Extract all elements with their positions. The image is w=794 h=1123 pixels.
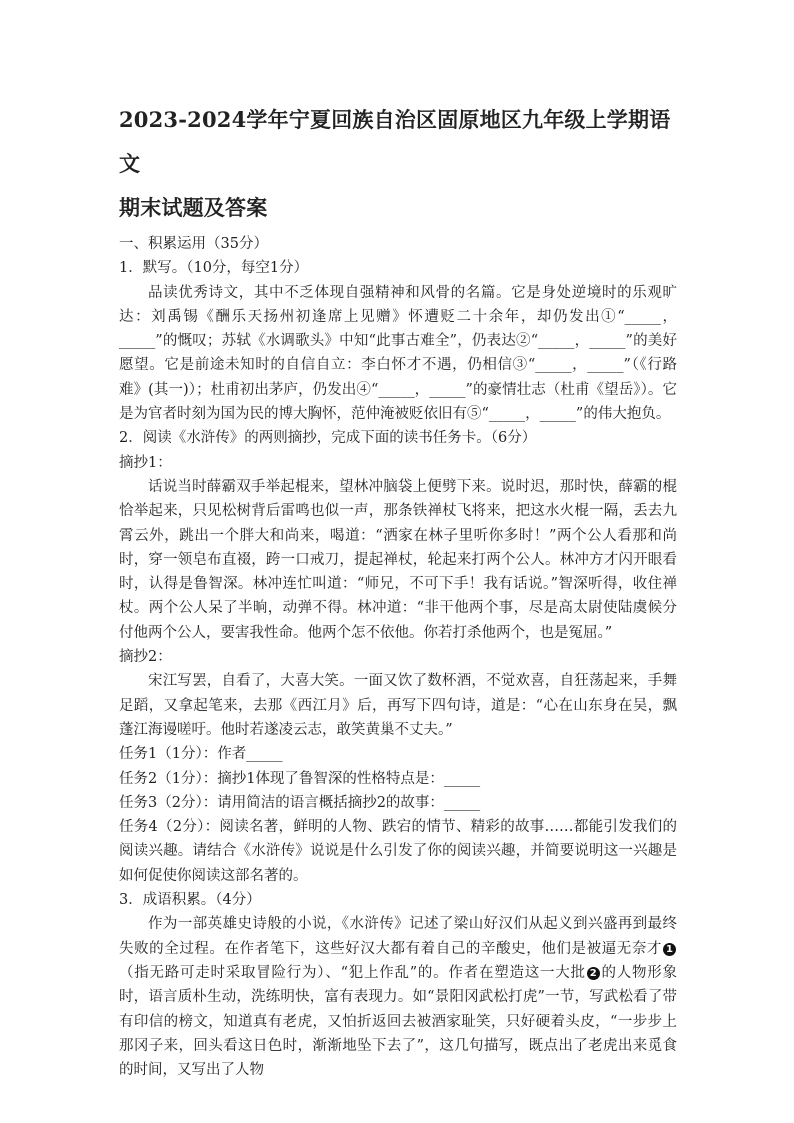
q3-text-part-c: 的人物形象时，语言质朴生动，洗练明快，富有表现力。如“景阳冈武松打虎”一节，写武松看了带有印信的榜文，知道真有老虎，又怕折返回去被酒家耻笑，只好硬着头皮，“一步步上那冈子来，回头看这日色时，渐渐地坠下去了”，这几句描写，既点出了老虎出来觅食的时间，又写出了人物	[119, 964, 678, 1079]
excerpt-1-label: 摘抄1：	[119, 454, 172, 471]
question-3-body	[119, 912, 677, 1082]
doc-title-line-1: 2023-2024学年宁夏回族自治区固原地区九年级上学期语文	[119, 107, 671, 176]
task-2: 任务2（1分）：摘抄1体现了鲁智深的性格特点是：_____	[119, 770, 481, 787]
section-heading: 一、积累运用（35分）	[119, 236, 268, 252]
task-1: 任务1（1分）：作者_____	[119, 746, 283, 763]
task-3: 任务3（2分）：请用简洁的语言概括摘抄2的故事：_____	[119, 794, 481, 811]
question-3-heading: 3．成语积累。（4分）	[119, 892, 261, 909]
excerpt-2-label: 摘抄2：	[119, 649, 172, 666]
question-1-heading: 1．默写。（10分，每空1分）	[119, 260, 309, 277]
q3-text-part-a: 作为一部英雄史诗般的小说，《水浒传》记述了梁山好汉们从起义到兴盛再到最终失败的全过程。在作者笔下，这些好汉大都有着自己的辛酸史，他们是被逼无奈才	[119, 916, 677, 957]
task-4: 任务4（2分）：阅读名著，鲜明的人物、跌宕的情节、精彩的故事……都能引发我们的阅读兴趣。请结合《水浒传》说说是什么引发了你的阅读兴趣，并简要说明这一兴趣是如何促使你阅读这部名著的。	[119, 819, 677, 884]
doc-title-line-2: 期末试题及答案	[119, 195, 268, 220]
question-2-heading: 2．阅读《水浒传》的两则摘抄，完成下面的读书任务卡。（6分）	[119, 430, 537, 447]
excerpt-2-body: 宋江写罢，自看了，大喜大笑。一面又饮了数杯酒，不觉欢喜，自狂荡起来，手舞足蹈，又拿起笔来，去那《西江月》后，再写下四句诗，道是：“心在山东身在吴，飘蓬江海谩嗟吁。他时若遂凌云志，敢笑黄巢不丈夫。”	[119, 673, 677, 738]
q3-text-part-b: （指无路可走时采取冒险行为）、“犯上作乱”的。作者在塑造这一大批	[119, 964, 586, 981]
document-page	[119, 98, 677, 1082]
blank-marker-1: 1	[663, 943, 676, 956]
question-1-body: 品读优秀诗文，其中不乏体现自强精神和风骨的名篇。它是身处逆境时的乐观旷达：刘禹锡《酬乐天扬州初逢席上见赠》怀遭贬二十余年，却仍发出①“_____，_____”的慨叹；苏轼《水调歌头》中知“此事古难全”，仍表达②“_____，_____”的美好愿望。它是前途未知时的自信自立：李白怀才不遇，仍相信③“_____，_____”（《行路难》(其一)）；杜甫初出茅庐，仍发出④“_____，_____”的豪情壮志（杜甫《望岳》）。它是为官者时刻为国为民的博大胸怀，范仲淹被贬依旧有⑤“_____，_____”的伟大抱负。	[119, 284, 677, 423]
blank-marker-2: 2	[587, 967, 600, 980]
excerpt-1-body: 话说当时薛霸双手举起棍来，望林冲脑袋上便劈下来。说时迟，那时快，薛霸的棍恰举起来，只见松树背后雷鸣也似一声，那条铁禅杖飞将来，把这水火棍一隔，丢去九霄云外，跳出一个胖大和尚来，喝道：“洒家在林子里听你多时！”两个公人看那和尚时，穿一领皂布直裰，跨一口戒刀，提起禅杖，轮起来打两个公人。林冲方才闪开眼看时，认得是鲁智深。林冲连忙叫道：“师兄，不可下手！我有话说。”智深听得，收住禅杖。两个公人呆了半晌，动弹不得。林冲道：“非干他两个事，尽是高太尉使陆虞候分付他两个公人，要害我性命。他两个怎不依他。你若打杀他两个，也是冤屈。”	[119, 478, 677, 641]
